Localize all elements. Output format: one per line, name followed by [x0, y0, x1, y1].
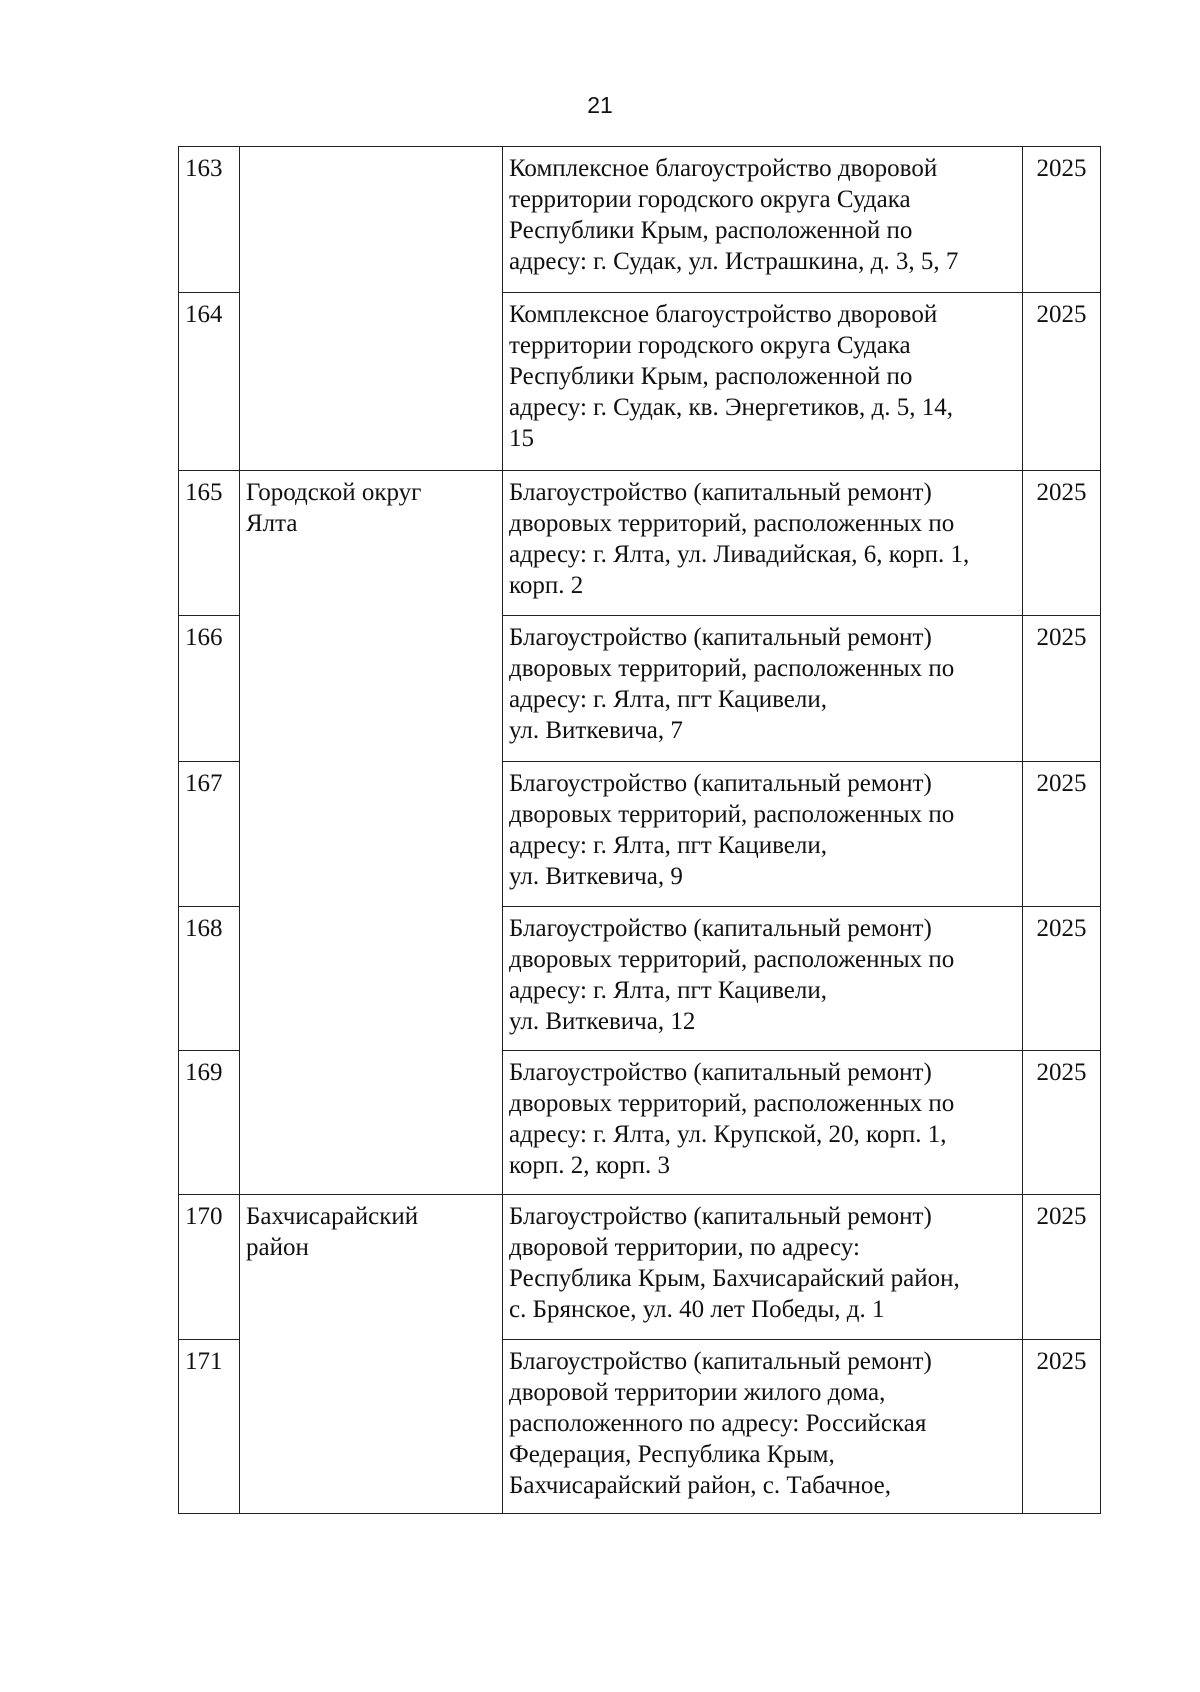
row-year: 2025 — [1023, 293, 1101, 471]
row-number: 168 — [179, 907, 240, 1051]
row-number: 166 — [179, 616, 240, 762]
row-description: Комплексное благоустройство дворовой территории городского округа Судака Республики Крым, расположенной по адресу: г. Судак, ул. Истрашкина, д. 3, 5, 7 — [503, 147, 1023, 293]
row-description: Благоустройство (капитальный ремонт) дворовой территории жилого дома, расположенного по адресу: Российская Федерация, Республика Крым, Бахчисарайский район, с. Табачное, — [503, 1340, 1023, 1514]
row-number: 165 — [179, 471, 240, 616]
row-year: 2025 — [1023, 1051, 1101, 1195]
row-year: 2025 — [1023, 1340, 1101, 1514]
page-number: 21 — [587, 92, 613, 118]
row-number: 163 — [179, 147, 240, 293]
row-year: 2025 — [1023, 471, 1101, 616]
row-number: 167 — [179, 762, 240, 907]
table-row — [179, 1195, 1101, 1340]
row-description: Комплексное благоустройство дворовой территории городского округа Судака Республики Крым, расположенной по адресу: г. Судак, кв. Энергетиков, д. 5, 14, 15 — [503, 293, 1023, 471]
row-number: 164 — [179, 293, 240, 471]
row-description: Благоустройство (капитальный ремонт) дворовых территорий, расположенных по адресу: г. Ялта, пгт Кацивели, ул. Виткевича, 7 — [503, 616, 1023, 762]
row-year: 2025 — [1023, 147, 1101, 293]
row-description: Благоустройство (капитальный ремонт) дворовых территорий, расположенных по адресу: г. Ялта, ул. Ливадийская, 6, корп. 1, корп. 2 — [503, 471, 1023, 616]
table-row — [179, 147, 1101, 293]
municipality-yalta: Городской округ Ялта — [240, 471, 503, 1195]
row-year: 2025 — [1023, 1195, 1101, 1340]
row-number: 171 — [179, 1340, 240, 1514]
row-number: 169 — [179, 1051, 240, 1195]
municipality-bakhchisaray: Бахчисарайский район — [240, 1195, 503, 1514]
row-description: Благоустройство (капитальный ремонт) дворовой территории, по адресу: Республика Крым, Бахчисарайский район, с. Брянское, ул. 40 лет Победы, д. 1 — [503, 1195, 1023, 1340]
row-year: 2025 — [1023, 907, 1101, 1051]
table-row — [179, 471, 1101, 616]
row-description: Благоустройство (капитальный ремонт) дворовых территорий, расположенных по адресу: г. Ялта, пгт Кацивели, ул. Виткевича, 12 — [503, 907, 1023, 1051]
municipality-cell — [240, 147, 503, 471]
program-table — [178, 146, 1101, 1514]
row-description: Благоустройство (капитальный ремонт) дворовых территорий, расположенных по адресу: г. Ялта, пгт Кацивели, ул. Виткевича, 9 — [503, 762, 1023, 907]
row-year: 2025 — [1023, 616, 1101, 762]
row-description: Благоустройство (капитальный ремонт) дворовых территорий, расположенных по адресу: г. Ялта, ул. Крупской, 20, корп. 1, корп. 2, корп. 3 — [503, 1051, 1023, 1195]
row-year: 2025 — [1023, 762, 1101, 907]
row-number: 170 — [179, 1195, 240, 1340]
